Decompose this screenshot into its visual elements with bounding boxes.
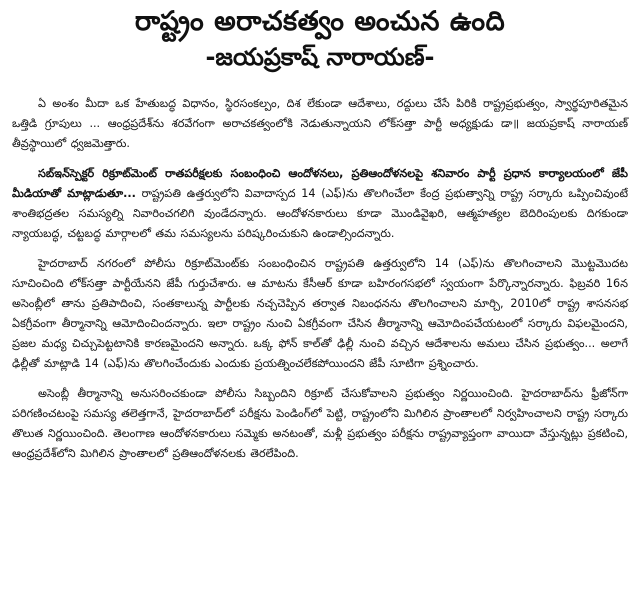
article-byline: -జయప్రకాష్ నారాయణ్- — [205, 43, 435, 71]
paragraph-lead: సబ్‌ఇన్‌స్పెక్టర్ రిక్రూట్‌మెంట్ రాతపరీక్షలకు సంబంధించి ఆందోళనలు, ప్రతిఆందోళనలపై శనివారం పార్టీ ప్రధాన కార్యాలయంలో జేపీ మీడియాతో మాట్లాడుతూ... — [12, 167, 628, 200]
article-headline: రాష్ట్రం అరాచకత్వం అంచున ఉంది — [134, 6, 506, 37]
article-paragraph — [12, 164, 628, 244]
article-paragraph — [12, 254, 628, 374]
article-paragraph — [12, 384, 628, 464]
article-paragraph — [12, 94, 628, 154]
paragraph-text: అసెంబ్లీ తీర్మానాన్ని అనుసరించకుండా పోలీసు సిబ్బందిని రిక్రూట్ చేసుకోవాలని ప్రభుత్వం నిర్ణయించింది. హైదరాబాద్‌ను ఫ్రీజోన్‌గా పరిగణించటంపై సమస్య తలెత్తగానే, హైదరాబాద్‌లో పరీక్షను పెండింగ్‌లో పెట్టి, రాష్ట్రంలోని మిగిలిన ప్రాంతాలలో నిర్వహించాలని రాష్ట్ర సర్కారు తొలుత నిర్ణయించింది. తెలంగాణ ఆందోళనకారులు సమ్మెకు అనటంతో, మళ్లీ ప్రభుత్వం పరీక్షను రాష్ట్రవ్యాప్తంగా వాయిదా వేస్తున్నట్లు ప్రకటించి, ఆంధ్రప్రదేశ్‌లోని మిగిలిన ప్రాంతాలలో ప్రతిఆందోళనలకు తెరలేపింది. — [12, 387, 628, 460]
paragraph-text: హైదరాబాద్ నగరంలో పోలీసు రిక్రూట్‌మెంట్‌కు సంబంధించిన రాష్ట్రపతి ఉత్తర్వులోని 14 (ఎఫ్)ను తొలగించాలని మొట్టమొదట సూచించింది లోక్‌సత్తా పార్టీయేనని జేపీ గుర్తుచేశారు. ఆ మాటను కేసీఆర్ కూడా బహిరంగసభలో స్వయంగా పేర్కొన్నారన్నారు. ఫిబ్రవరి 16న అసెంబ్లీలో తాను ప్రతిపాదించి, సంతకాలున్న పార్టీలకు నచ్చచెప్పిన తర్వాత నిబంధనను తొలగించాలని మార్చి, 2010లో రాష్ట్ర శాసనసభ ఏకగ్రీవంగా తీర్మానాన్ని ఆమోదించిందన్నారు. ఇలా రాష్ట్రం నుంచి ఏకగ్రీవంగా చేసిన తీర్మానాన్ని ఆమోదింపచేయటంలో సర్కారు విఫలమైందని, ప్రజల మధ్య చిచ్చుపెట్టటానికి కారణమైందని అన్నారు. ఒక్క ఫోన్ కాల్‌తో ఢిల్లీ నుంచి వచ్చిన ఆదేశాలను అమలు చేసిన ప్రభుత్వం... అలాగే ఢిల్లీతో మాట్లాడి 14 (ఎఫ్)ను తొలగించేందుకు ఎందుకు ప్రయత్నించలేకపోయిందని జేపీ సూటిగా ప్రశ్నించారు. — [12, 257, 628, 370]
paragraph-text: ఏ అంశం మీదా ఒక హేతుబద్ధ విధానం, స్థిరసంకల్పం, దిశ లేకుండా ఆదేశాలు, రద్దులు చేసే పిరికి రాష్ట్రప్రభుత్వం, స్వార్థపూరితమైన ఒత్తిడి గ్రూపులు ... ఆంధ్రప్రదేశ్‌ను శరవేగంగా అరాచకత్వంలోకి నెడుతున్నాయని లోక్‌సత్తా పార్టీ అధ్యక్షుడు డా॥ జయప్రకాష్ నారాయణ్ తీవ్రస్థాయిలో ధ్వజమెత్తారు. — [12, 97, 628, 150]
article-body — [12, 94, 628, 464]
paragraph-text: రాష్ట్రపతి ఉత్తర్వులోని వివాదాస్పద 14 (ఎఫ్)ను తొలగించేలా కేంద్ర ప్రభుత్వాన్ని రాష్ట్ర సర్కారు ఒప్పించివుంటే శాంతిభద్రతల సమస్యల్ని నివారించగలిగి వుండేదన్నారు. ఆందోళనకారులు కూడా మొండివైఖరి, ఆత్మహత్యల బెదిరింపులకు దిగకుండా న్యాయబద్ధ, చట్టబద్ధ మార్గాలలో తమ సమస్యలను పరిష్కరించుకుని ఉండాల్సిందన్నారు. — [12, 187, 628, 240]
